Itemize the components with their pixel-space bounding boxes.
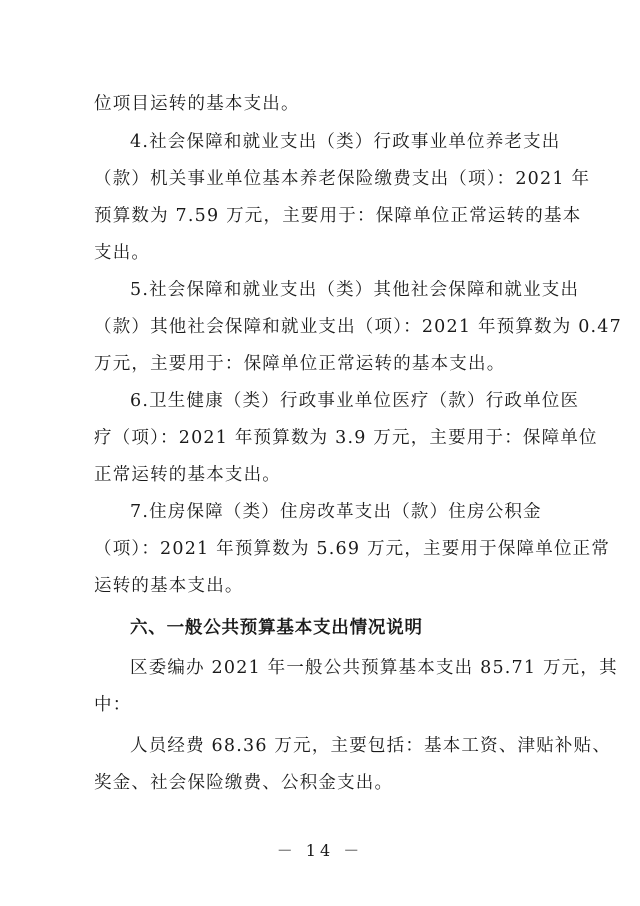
page-number: － 14 － [276, 841, 364, 860]
text-line: （项）：2021 年预算数为 5.69 万元，主要用于保障单位正常 [94, 539, 611, 559]
text-line: 位项目运转的基本支出。 [94, 94, 300, 114]
text-line: 奖金、社会保险缴费、公积金支出。 [94, 773, 394, 793]
text-line: 5.社会保障和就业支出（类）其他社会保障和就业支出 [130, 280, 580, 300]
text-line: 7.住房保障（类）住房改革支出（款）住房公积金 [130, 502, 542, 522]
text-line: 区委编办 2021 年一般公共预算基本支出 85.71 万元，其 [130, 658, 618, 678]
text-line: 中： [94, 695, 132, 715]
section-heading: 六、一般公共预算基本支出情况说明 [130, 618, 423, 638]
text-line: 疗（项）：2021 年预算数为 3.9 万元，主要用于：保障单位 [94, 428, 598, 448]
text-line: 6.卫生健康（类）行政事业单位医疗（款）行政单位医 [130, 391, 580, 411]
text-line: （款）机关事业单位基本养老保险缴费支出（项）：2021 年 [94, 169, 591, 189]
text-line: 人员经费 68.36 万元，主要包括：基本工资、津贴补贴、 [130, 736, 612, 756]
text-line: 支出。 [94, 243, 151, 263]
text-line: 4.社会保障和就业支出（类）行政事业单位养老支出 [130, 132, 561, 152]
text-line: 运转的基本支出。 [94, 576, 244, 596]
text-line: 正常运转的基本支出。 [94, 465, 281, 485]
text-line: 预算数为 7.59 万元，主要用于：保障单位正常运转的基本 [94, 206, 582, 226]
text-line: 万元，主要用于：保障单位正常运转的基本支出。 [94, 354, 506, 374]
text-line: （款）其他社会保障和就业支出（项）：2021 年预算数为 0.47 [94, 317, 622, 337]
